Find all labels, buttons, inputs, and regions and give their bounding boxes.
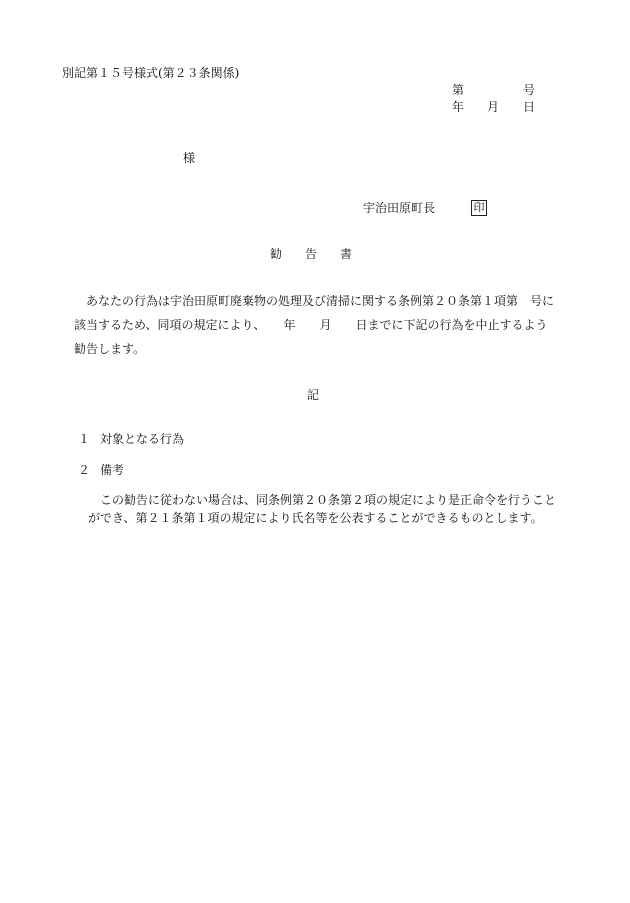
item-number-1: １ — [78, 432, 91, 446]
document-title-char-3: 書 — [340, 247, 353, 261]
document-title-char-2: 告 — [305, 247, 318, 261]
ki-heading: 記 — [307, 388, 320, 402]
seal-stamp: 印 — [471, 200, 487, 216]
item-label-2: 備考 — [100, 463, 125, 477]
issuer-title: 宇治田原町長 — [363, 201, 436, 215]
note-line-1: この勧告に従わない場合は、同条例第２０条第２項の規定により是正命令を行うこと — [100, 493, 557, 507]
document-title-char-1: 勧 — [270, 247, 283, 261]
note-line-2: ができ、第２１条第１項の規定により氏名等を公表することができるものとします。 — [88, 511, 543, 525]
body-line-3: 勧告します。 — [74, 342, 146, 356]
item-number-2: ２ — [78, 463, 91, 477]
addressee-honorific: 様 — [183, 151, 196, 165]
form-label: 別記第１５号様式(第２３条関係) — [62, 66, 240, 80]
date-year: 年 — [452, 100, 465, 114]
number-prefix: 第 — [452, 83, 465, 97]
number-suffix: 号 — [523, 83, 536, 97]
body-line-1: あなたの行為は宇治田原町廃棄物の処理及び清掃に関する条例第２０条第１項第 号に — [86, 294, 555, 308]
date-day: 日 — [523, 100, 536, 114]
date-month: 月 — [487, 100, 500, 114]
item-label-1: 対象となる行為 — [100, 432, 185, 446]
body-line-2: 該当するため、同項の規定により、 年 月 日までに下記の行為を中止するよう — [74, 318, 548, 332]
